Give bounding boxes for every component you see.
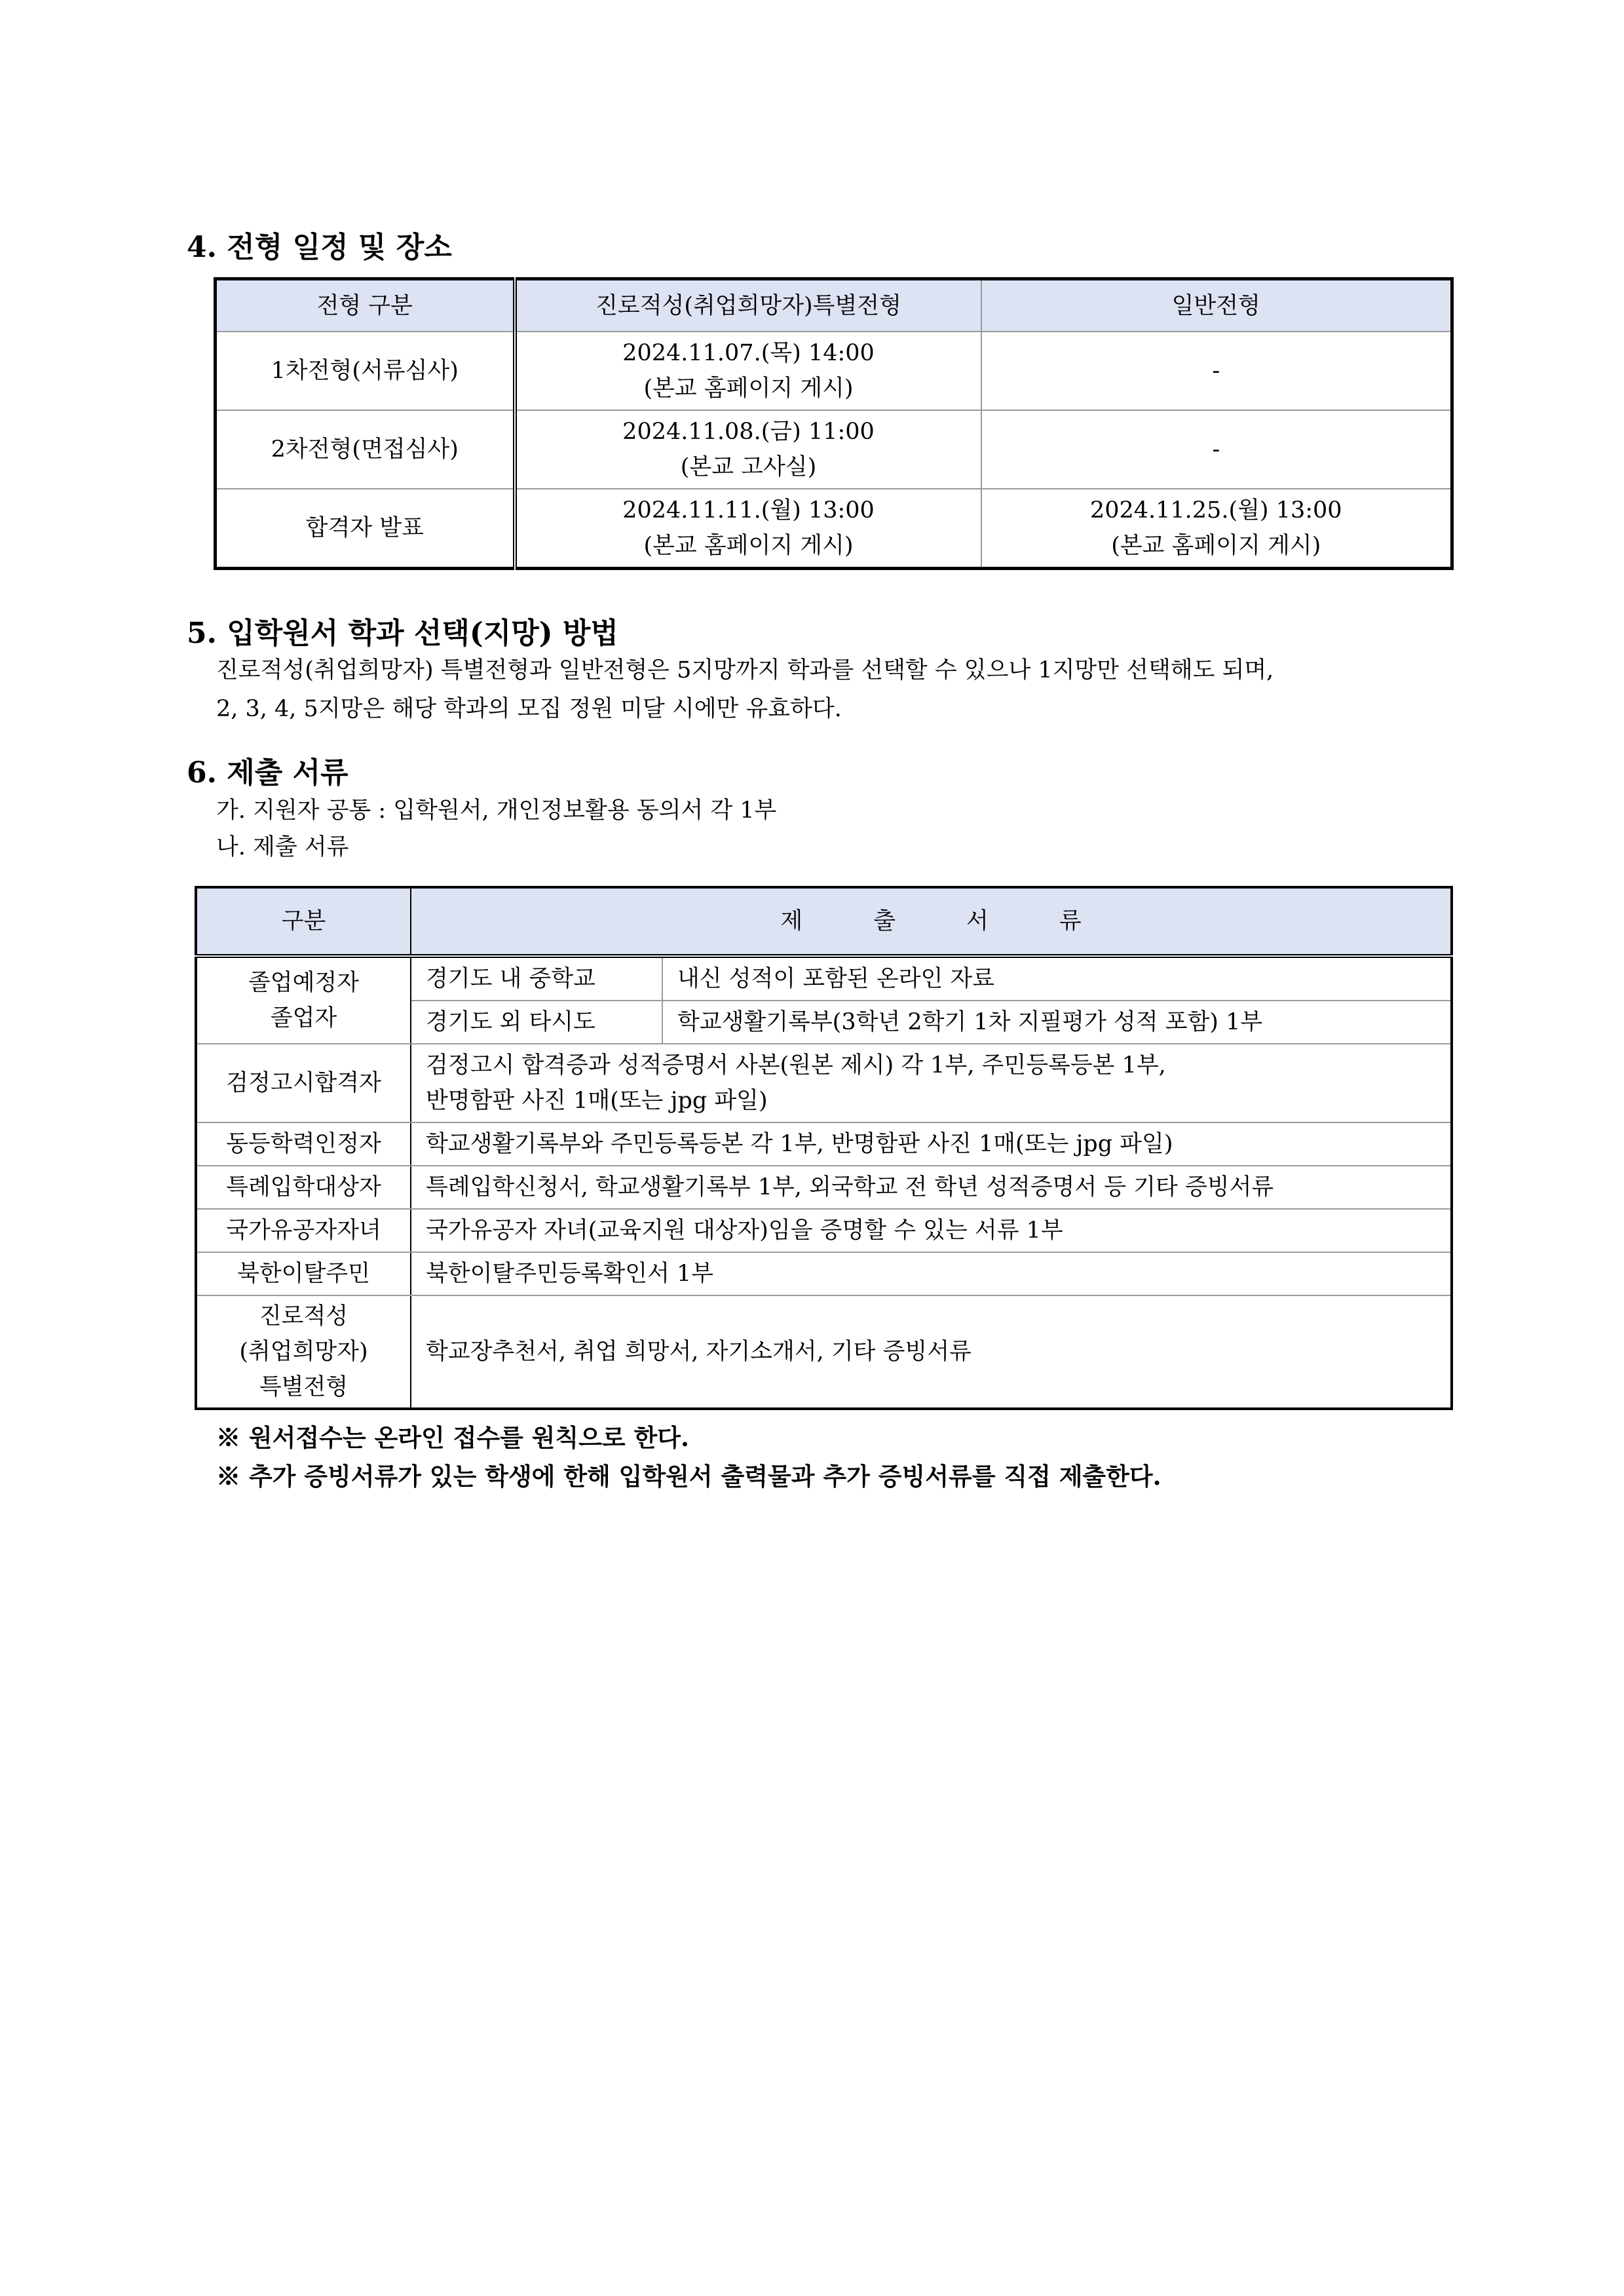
documents-header-char: 서 xyxy=(966,908,989,934)
category-special-admission: 특례입학대상자 xyxy=(196,1166,411,1209)
schedule-general-cell xyxy=(981,489,1452,569)
schedule-row xyxy=(216,410,1452,489)
table-row xyxy=(196,1209,1452,1252)
table-row xyxy=(196,956,1452,1001)
table-row xyxy=(196,1044,1452,1122)
schedule-date: 2024.11.07.(목) 14:00 xyxy=(622,340,875,366)
schedule-row xyxy=(216,332,1452,410)
table-row xyxy=(196,1295,1452,1409)
category-equivalent: 동등학력인정자 xyxy=(196,1122,411,1166)
schedule-table xyxy=(214,277,1454,570)
documents-header-char: 류 xyxy=(1059,908,1082,934)
category-line: 특별전형 xyxy=(259,1374,349,1400)
table-row xyxy=(196,1166,1452,1209)
category-line: 졸업자 xyxy=(270,1005,337,1031)
schedule-place: (본교 홈페이지 게시) xyxy=(1111,533,1321,559)
schedule-row xyxy=(216,489,1452,569)
category-line: 진로적성 xyxy=(259,1303,349,1330)
document-cell: 학교장추천서, 취업 희망서, 자기소개서, 기타 증빙서류 xyxy=(411,1295,1452,1409)
document-cell: 국가유공자 자녀(교육지원 대상자)임을 증명할 수 있는 서류 1부 xyxy=(411,1209,1452,1252)
document-cell: 학교생활기록부(3학년 2학기 1차 지필평가 성적 포함) 1부 xyxy=(662,1001,1452,1044)
schedule-special-cell xyxy=(515,332,981,410)
category-line: 졸업예정자 xyxy=(248,970,360,996)
subcategory-gyeonggi: 경기도 내 중학교 xyxy=(411,956,662,1001)
section4-title: 4. 전형 일정 및 장소 xyxy=(187,231,452,264)
schedule-date: 2024.11.11.(월) 13:00 xyxy=(622,497,875,524)
category-career xyxy=(196,1295,411,1409)
documents-header-row xyxy=(196,887,1452,956)
schedule-special-cell xyxy=(515,489,981,569)
documents-header-category: 구분 xyxy=(196,887,411,956)
schedule-general-cell: - xyxy=(981,410,1452,489)
category-defector: 북한이탈주민 xyxy=(196,1252,411,1295)
document-line: 반명함판 사진 1매(또는 jpg 파일) xyxy=(426,1088,768,1114)
document-cell: 내신 성적이 포함된 온라인 자료 xyxy=(662,956,1452,1001)
document-line: 검정고시 합격증과 성적증명서 사본(원본 제시) 각 1부, 주민등록등본 1부, xyxy=(426,1052,1166,1079)
schedule-general-cell: - xyxy=(981,332,1452,410)
schedule-special-cell xyxy=(515,410,981,489)
section5-line1: 진로적성(취업희망자) 특별전형과 일반전형은 5지망까지 학과를 선택할 수 있으나 1지망만 선택해도 되며, xyxy=(216,657,1274,683)
schedule-place: (본교 홈페이지 게시) xyxy=(643,533,854,559)
section6-item-a: 가. 지원자 공통 : 입학원서, 개인정보활용 동의서 각 1부 xyxy=(216,797,777,824)
note-online-application: ※ 원서접수는 온라인 접수를 원칙으로 한다. xyxy=(216,1423,689,1452)
table-row xyxy=(196,1122,1452,1166)
category-graduates xyxy=(196,956,411,1044)
documents-header-char: 제 xyxy=(780,908,803,934)
schedule-place: (본교 고사실) xyxy=(680,454,817,480)
document-cell: 학교생활기록부와 주민등록등본 각 1부, 반명함판 사진 1매(또는 jpg 파일) xyxy=(411,1122,1452,1166)
category-ged: 검정고시합격자 xyxy=(196,1044,411,1122)
schedule-header-stage: 전형 구분 xyxy=(216,279,515,332)
table-row xyxy=(196,1252,1452,1295)
document-cell xyxy=(411,1044,1452,1122)
category-merit: 국가유공자자녀 xyxy=(196,1209,411,1252)
documents-table xyxy=(195,886,1453,1410)
subcategory-other-province: 경기도 외 타시도 xyxy=(411,1001,662,1044)
note-additional-documents: ※ 추가 증빙서류가 있는 학생에 한해 입학원서 출력물과 추가 증빙서류를 직접 제출한다. xyxy=(216,1462,1161,1491)
schedule-stage-cell: 1차전형(서류심사) xyxy=(216,332,515,410)
documents-header-docs xyxy=(411,887,1452,956)
schedule-date: 2024.11.25.(월) 13:00 xyxy=(1089,497,1342,524)
schedule-date: 2024.11.08.(금) 11:00 xyxy=(622,419,875,445)
schedule-stage-cell: 2차전형(면접심사) xyxy=(216,410,515,489)
schedule-header-row xyxy=(216,279,1452,332)
section5-line2: 2, 3, 4, 5지망은 해당 학과의 모집 정원 미달 시에만 유효하다. xyxy=(216,696,842,722)
document-cell: 북한이탈주민등록확인서 1부 xyxy=(411,1252,1452,1295)
documents-header-char: 출 xyxy=(873,908,896,934)
section6-title: 6. 제출 서류 xyxy=(187,756,349,790)
category-line: (취업희망자) xyxy=(239,1339,368,1365)
document-cell: 특례입학신청서, 학교생활기록부 1부, 외국학교 전 학년 성적증명서 등 기타 증빙서류 xyxy=(411,1166,1452,1209)
schedule-stage-cell: 합격자 발표 xyxy=(216,489,515,569)
schedule-header-general: 일반전형 xyxy=(981,279,1452,332)
section5-title: 5. 입학원서 학과 선택(지망) 방법 xyxy=(187,617,618,650)
section6-item-b: 나. 제출 서류 xyxy=(216,834,349,860)
schedule-place: (본교 홈페이지 게시) xyxy=(643,375,854,402)
schedule-header-special: 진로적성(취업희망자)특별전형 xyxy=(515,279,981,332)
